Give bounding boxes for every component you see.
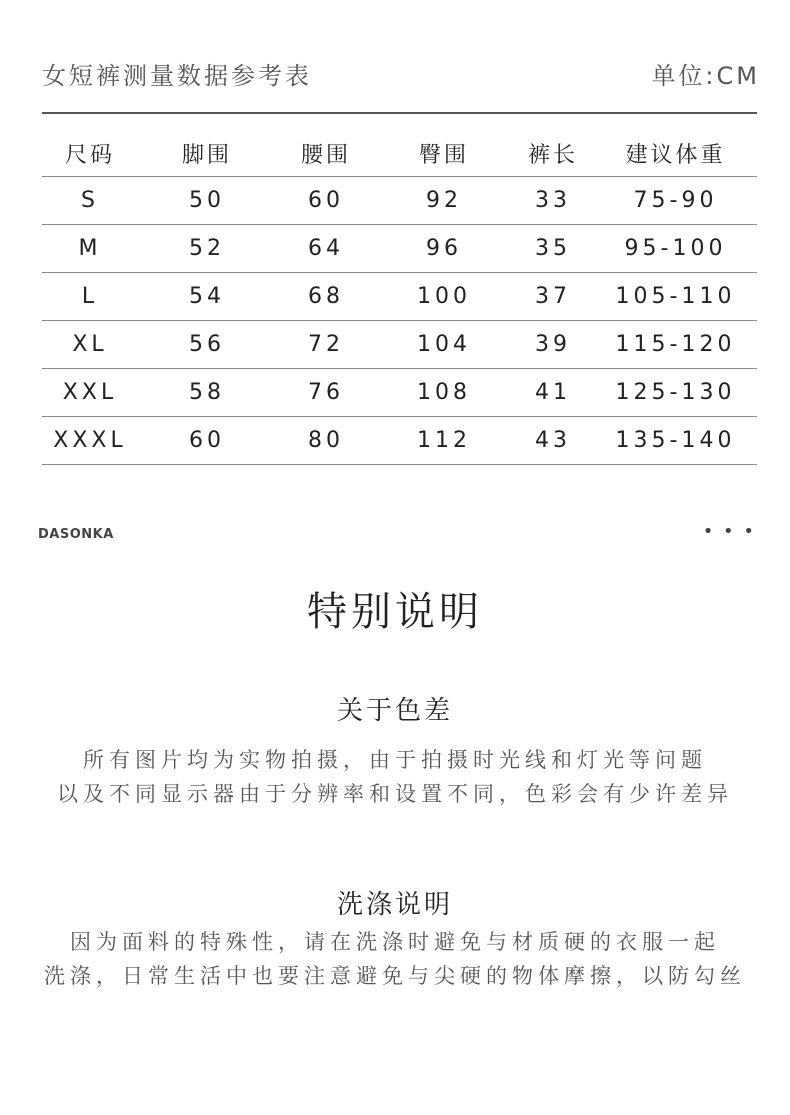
- cell-length: 33: [512, 177, 594, 225]
- cell-size: L: [42, 273, 138, 321]
- cell-hip: 100: [376, 273, 512, 321]
- cell-waist: 60: [276, 177, 376, 225]
- cell-waist: 68: [276, 273, 376, 321]
- washing-note-line-2: 洗涤，日常生活中也要注意避免与尖硬的物体摩擦，以防勾丝: [44, 964, 746, 988]
- cell-weight: 95-100: [594, 225, 757, 273]
- col-header-waist: 腰围: [276, 130, 376, 177]
- cell-waist: 72: [276, 321, 376, 369]
- cell-hem: 56: [138, 321, 276, 369]
- cell-size: M: [42, 225, 138, 273]
- cell-hip: 112: [376, 417, 512, 465]
- cell-hip: 92: [376, 177, 512, 225]
- color-note-line-1: 所有图片均为实物拍摄，由于拍摄时光线和灯光等问题: [83, 748, 707, 772]
- table-row: [42, 417, 757, 465]
- table-title: 女短裤测量数据参考表: [42, 62, 312, 90]
- cell-hem: 54: [138, 273, 276, 321]
- washing-note-heading: 洗涤说明: [336, 890, 453, 920]
- size-table: [42, 130, 757, 465]
- cell-waist: 76: [276, 369, 376, 417]
- cell-hip: 108: [376, 369, 512, 417]
- table-header-row: [42, 130, 757, 177]
- cell-hem: 60: [138, 417, 276, 465]
- col-header-hip: 臀围: [376, 130, 512, 177]
- cell-weight: 135-140: [594, 417, 757, 465]
- table-row: [42, 321, 757, 369]
- top-divider: [42, 112, 757, 114]
- cell-length: 41: [512, 369, 594, 417]
- cell-hem: 52: [138, 225, 276, 273]
- cell-hem: 50: [138, 177, 276, 225]
- cell-weight: 105-110: [594, 273, 757, 321]
- cell-weight: 115-120: [594, 321, 757, 369]
- washing-note-line-1: 因为面料的特殊性，请在洗涤时避免与材质硬的衣服一起: [70, 930, 720, 954]
- cell-waist: 64: [276, 225, 376, 273]
- cell-length: 43: [512, 417, 594, 465]
- cell-length: 35: [512, 225, 594, 273]
- table-row: [42, 177, 757, 225]
- table-row: [42, 273, 757, 321]
- table-row: [42, 225, 757, 273]
- cell-hip: 104: [376, 321, 512, 369]
- col-header-hem: 脚围: [138, 130, 276, 177]
- table-row: [42, 369, 757, 417]
- cell-size: XXXL: [42, 417, 138, 465]
- more-dots-icon[interactable]: • • •: [702, 521, 756, 542]
- cell-hip: 96: [376, 225, 512, 273]
- color-note-heading: 关于色差: [336, 696, 453, 726]
- cell-size: S: [42, 177, 138, 225]
- cell-length: 39: [512, 321, 594, 369]
- cell-size: XL: [42, 321, 138, 369]
- cell-weight: 75-90: [594, 177, 757, 225]
- cell-hem: 58: [138, 369, 276, 417]
- color-note-line-2: 以及不同显示器由于分辨率和设置不同，色彩会有少许差异: [57, 782, 733, 806]
- cell-waist: 80: [276, 417, 376, 465]
- col-header-size: 尺码: [42, 130, 138, 177]
- col-header-weight: 建议体重: [594, 130, 757, 177]
- cell-weight: 125-130: [594, 369, 757, 417]
- notes-title: 特别说明: [307, 589, 483, 635]
- col-header-length: 裤长: [512, 130, 594, 177]
- brand-name: DASONKA: [38, 527, 114, 542]
- cell-length: 37: [512, 273, 594, 321]
- unit-label: 单位:CM: [651, 62, 760, 90]
- cell-size: XXL: [42, 369, 138, 417]
